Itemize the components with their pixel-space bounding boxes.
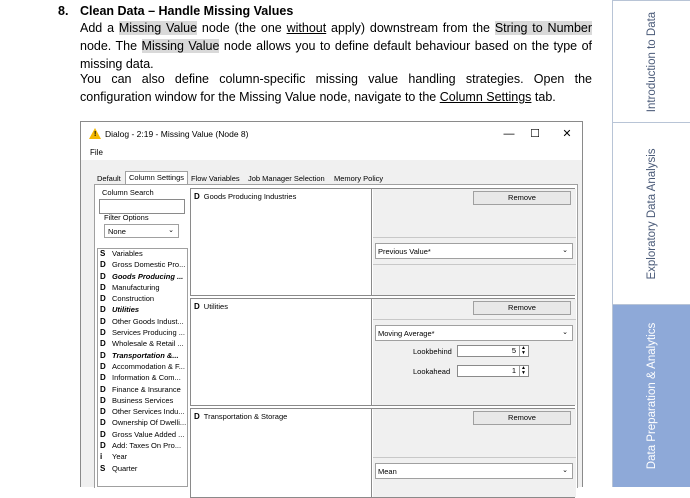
spinner-arrows-icon[interactable]: ▲ ▼ <box>519 346 527 356</box>
column-box: D Utilities <box>191 299 372 405</box>
maximize-button[interactable]: ☐ <box>530 128 540 140</box>
column-list-item-label: Finance & Insurance <box>112 384 181 394</box>
column-list-item-label: Other Services Indu... <box>112 407 185 417</box>
column-list-item[interactable] <box>98 328 187 339</box>
column-type-icon: D <box>100 384 106 394</box>
column-list-item-label: Gross Value Added ... <box>112 429 185 439</box>
column-list-item[interactable] <box>98 373 187 384</box>
column-type-icon: S <box>100 463 106 473</box>
column-type-icon: D <box>100 260 106 270</box>
column-list-item[interactable] <box>98 385 187 396</box>
lookbehind-spinner[interactable]: 5 ▲ ▼ <box>457 345 529 357</box>
column-list-item[interactable] <box>98 396 187 407</box>
column-box: D Goods Producing Industries <box>191 189 372 295</box>
paragraph-1: Add a Missing Value node (the one without apply) downstream from the String to Number node. The Missing Value node allows you to define default behaviour based on the type of missing data. <box>80 21 593 71</box>
side-tab-exploratory[interactable]: Exploratory Data Analysis <box>612 122 690 304</box>
column-name: Utilities <box>203 302 228 311</box>
lookbehind-label: Lookbehind <box>413 347 452 356</box>
column-list-item-label: Accommodation & F... <box>112 361 185 371</box>
step-title: Clean Data – Handle Missing Values <box>80 4 294 18</box>
column-list-item-label: Manufacturing <box>112 282 160 292</box>
column-type-icon: D <box>100 328 106 338</box>
column-settings-panel <box>94 184 578 488</box>
lookahead-spinner[interactable]: 1 ▲ ▼ <box>457 365 529 377</box>
column-list-item[interactable] <box>98 317 187 328</box>
column-list-item-label: Quarter <box>112 463 138 473</box>
spinner-arrows-icon[interactable]: ▲ ▼ <box>519 366 527 376</box>
column-list-item-label: Variables <box>112 249 143 258</box>
tab-default[interactable]: Default <box>97 174 121 183</box>
column-type-icon: D <box>100 305 106 315</box>
column-list-item[interactable] <box>98 441 187 452</box>
column-list-item-label: Gross Domestic Pro... <box>112 260 186 270</box>
column-selector <box>96 188 188 487</box>
column-type-icon: D <box>100 441 106 451</box>
missing-value-dialog <box>80 121 583 487</box>
column-list-item[interactable] <box>98 418 187 429</box>
column-type-icon: D <box>100 271 106 281</box>
column-list-item[interactable] <box>98 305 187 316</box>
column-type-icon: D <box>100 361 106 371</box>
column-type-icon: D <box>100 429 106 439</box>
column-name: Transportation & Storage <box>203 412 288 421</box>
column-list-item[interactable] <box>98 339 187 350</box>
column-list-item[interactable] <box>98 407 187 418</box>
minimize-button[interactable]: — <box>503 128 515 140</box>
column-type-icon: D <box>100 407 106 417</box>
side-tab-introduction[interactable]: Introduction to Data <box>612 0 690 122</box>
tab-job-manager-selection[interactable]: Job Manager Selection <box>248 174 325 183</box>
menubar <box>81 146 582 160</box>
tab-memory-policy[interactable]: Memory Policy <box>334 174 384 183</box>
chevron-down-icon: ⌄ <box>562 467 568 474</box>
dialog-titlebar <box>81 122 582 146</box>
paragraph-2: You can also define column-specific missing value handling strategies. Open the configuration window for the Missing Value node, navigate to the Column Settings tab. <box>80 72 592 104</box>
filter-options-select[interactable]: None ⌄ <box>104 224 179 238</box>
column-type-icon: D <box>100 282 106 292</box>
column-list-item-label: Other Goods Indust... <box>112 316 184 326</box>
column-list-item-label: Transportation &... <box>112 350 179 360</box>
column-list-item[interactable] <box>98 272 187 283</box>
filter-options-label: Filter Options <box>104 213 149 222</box>
strategy-select[interactable]: Moving Average* ⌄ <box>375 325 573 341</box>
column-block-goods-producing <box>190 188 575 296</box>
column-list-item[interactable] <box>98 362 187 373</box>
chevron-down-icon: ⌄ <box>168 227 174 234</box>
chevron-down-icon: ⌄ <box>562 247 568 254</box>
column-type-icon: i <box>100 452 103 462</box>
column-name: Goods Producing Industries <box>203 192 297 201</box>
chevron-down-icon: ⌄ <box>562 329 568 336</box>
column-list-item[interactable] <box>98 351 187 362</box>
strategy-select[interactable]: Previous Value* ⌄ <box>375 243 573 259</box>
column-list-item-label: Wholesale & Retail ... <box>112 339 184 349</box>
column-list-item-label: Construction <box>112 294 155 304</box>
step-heading <box>58 4 293 18</box>
column-type-icon: D <box>100 339 106 349</box>
remove-button[interactable]: Remove <box>473 411 571 425</box>
column-list-item[interactable] <box>98 294 187 305</box>
column-block-utilities <box>190 298 575 406</box>
tab-column-settings[interactable]: Column Settings <box>125 171 188 185</box>
remove-button[interactable]: Remove <box>473 191 571 205</box>
column-list-item-label: Utilities <box>112 305 140 315</box>
close-button[interactable]: ✕ <box>562 128 572 140</box>
side-tab-data-preparation[interactable]: Data Preparation & Analytics <box>612 304 690 487</box>
column-list-item-label: Information & Com... <box>112 373 181 383</box>
column-search-input[interactable] <box>99 199 185 214</box>
column-list-item-label: Year <box>112 452 128 462</box>
column-type-icon: D <box>100 418 106 428</box>
column-type-icon: D <box>100 373 106 383</box>
column-type-icon: D <box>100 350 106 360</box>
column-list-item[interactable] <box>98 249 187 260</box>
tab-flow-variables[interactable]: Flow Variables <box>191 174 240 183</box>
column-list-item-label: Ownership Of Dwelli... <box>112 418 187 428</box>
warning-icon: ! <box>89 128 101 139</box>
column-list-item-label: Goods Producing ... <box>112 271 184 281</box>
step-number: 8. <box>58 4 69 18</box>
column-list-item[interactable] <box>98 464 187 475</box>
column-type-icon: S <box>100 249 106 258</box>
column-list-item[interactable] <box>98 283 187 294</box>
lookahead-label: Lookahead <box>413 367 451 376</box>
strategy-select[interactable]: Mean ⌄ <box>375 463 573 479</box>
dialog-title: Dialog - 2:19 - Missing Value (Node 8) <box>105 129 249 139</box>
menu-file[interactable]: File <box>90 148 103 157</box>
column-list-item[interactable] <box>98 430 187 441</box>
column-type-icon: D <box>100 395 106 405</box>
column-list-item[interactable] <box>98 452 187 463</box>
column-type-icon: D <box>100 316 106 326</box>
column-type-icon: D <box>100 294 106 304</box>
column-search-label: Column Search <box>102 188 154 197</box>
column-list-item[interactable] <box>98 260 187 271</box>
column-list[interactable] <box>97 248 188 487</box>
column-block-transportation <box>190 408 575 498</box>
remove-button[interactable]: Remove <box>473 301 571 315</box>
column-list-item-label: Services Producing ... <box>112 328 185 338</box>
column-box: D Transportation & Storage <box>191 409 372 497</box>
column-list-item-label: Business Services <box>112 395 174 405</box>
column-list-item-label: Add: Taxes On Pro... <box>112 441 182 451</box>
